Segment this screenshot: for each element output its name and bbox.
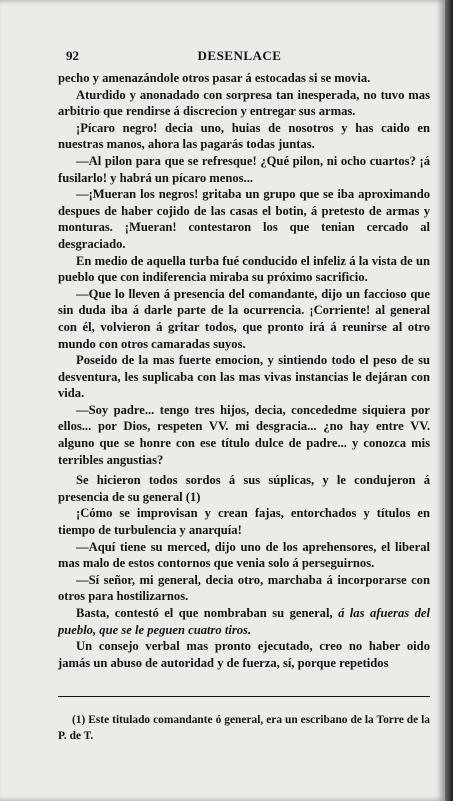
paragraph: —Sí señor, mi general, decia otro, marchaba á incorporarse con otros para hostilizarnos.	[58, 572, 430, 604]
paragraph: —Soy padre... tengo tres hijos, decia, concededme siquiera por ellos... por Dios, respeten VV. mi desgracia... ¿no hay entre VV. alguno que se honre con ese título dulce de padre... y conozca mis terribles angustias?	[58, 402, 430, 467]
paragraph	[58, 605, 430, 638]
paragraph: Poseido de la mas fuerte emocion, y sintiendo todo el peso de su desventura, les suplicaba con las mas vivas instancias le dejáran con vida.	[58, 353, 430, 401]
book-spine-shadow	[445, 0, 453, 801]
page-number: 92	[66, 48, 79, 63]
footnote	[58, 712, 430, 744]
paragraph: —Aquí tiene su merced, dijo uno de los aprehensores, el liberal mas malo de estos contornos que venia solo á perseguirnos.	[58, 539, 430, 571]
paragraph: —¡Mueran los negros! gritaba un grupo que se iba aproximando despues de haber cojido de las casas el botin, á pretesto de armas y monturas. ¡Mueran! contestaron los que tenian cercado al desgraciado.	[58, 187, 430, 251]
paragraph: ¡Pícaro negro! decia uno, huias de nosotros y has caido en nuestras manos, ahora las pagarás todas juntas.	[58, 120, 430, 152]
italic-phrase: á las afueras del pueblo, que se le peguen cuatro tiros.	[58, 606, 430, 637]
page-header	[58, 48, 421, 66]
paragraph: —Al pilon para que se refresque! ¿Qué pilon, ni ocho cuartos? ¡á fusilarlo! y habrá un pícaro menos...	[58, 153, 430, 185]
paragraph: Aturdido y anonadado con sorpresa tan inesperada, no tuvo mas arbitrio que rendirse á discrecion y entregar sus armas.	[58, 87, 430, 119]
paragraph: pecho y amenazándole otros pasar á estocadas si se movia.	[58, 71, 371, 85]
body-text	[58, 70, 430, 671]
paragraph: —Que lo lleven á presencia del comandante, dijo un faccioso que sin duda iba á darle parte de la ocurrencia. ¡Corriente! al general con él, volvieron á gritar todos, que pronto irá á reunirse al otro mundo con otros camaradas suyos.	[58, 286, 430, 351]
running-head: DESENLACE	[197, 48, 282, 63]
footnote-rule	[58, 696, 430, 697]
paragraph: ¡Cómo se improvisan y crean fajas, entorchados y títulos en tiempo de turbulencia y anarquía!	[58, 506, 430, 538]
paragraph-text: Basta, contestó el que nombraban su general,	[76, 606, 333, 620]
paragraph: En medio de aquella turba fué conducido el infeliz á la vista de un pueblo que con indiferencia miraba su próximo sacrificio.	[58, 253, 430, 285]
paragraph: Un consejo verbal mas pronto ejecutado, creo no haber oido jamás un abuso de autoridad y de fuerza, sí, porque repetidos	[58, 639, 430, 670]
paragraph: Se hicieron todos sordos á sus súplicas, y le condujeron á presencia de su general (1)	[58, 473, 430, 504]
footnote-text: (1) Este titulado comandante ó general, era un escribano de la Torre de la P. de T.	[58, 714, 430, 742]
